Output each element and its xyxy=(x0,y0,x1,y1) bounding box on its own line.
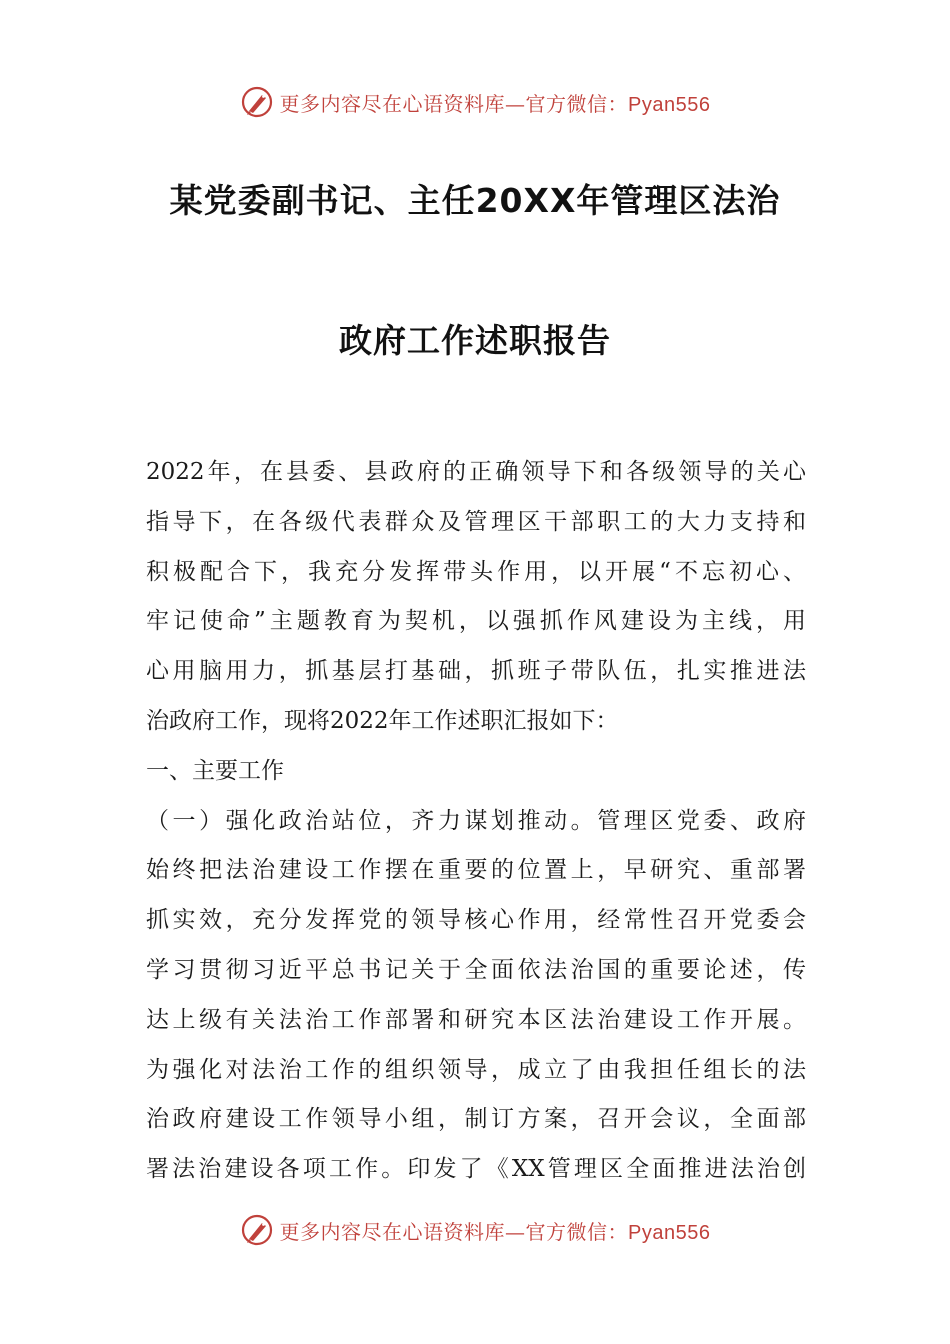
body-line: 为强化对法治工作的组织领导，成立了由我担任组长的法 xyxy=(146,1056,806,1083)
banner-wechat-id: Pyan556 xyxy=(628,93,711,116)
footer-banner xyxy=(0,1210,950,1250)
document-body xyxy=(146,448,806,1195)
body-line: 署法治建设各项工作。印发了《XX管理区全面推进法治创 xyxy=(146,1156,806,1183)
banner-text-cn: 更多内容尽在心语资料库—官方微信： xyxy=(279,1219,629,1244)
banner-text xyxy=(280,1216,711,1245)
body-line: 积极配合下，我充分发挥带头作用，以开展“不忘初心、 xyxy=(146,558,806,585)
body-line: 学习贯彻习近平总书记关于全面依法治国的重要论述，传 xyxy=(146,956,806,983)
pen-nib-circle-icon xyxy=(240,1213,274,1247)
body-line: 始终把法治建设工作摆在重要的位置上，早研究、重部署 xyxy=(146,857,806,884)
body-line: （一）强化政治站位，齐力谋划推动。管理区党委、政府 xyxy=(146,807,806,834)
body-line: 指导下，在各级代表群众及管理区干部职工的大力支持和 xyxy=(146,508,806,535)
document-title-line-1: 某党委副书记、主任20XX年管理区法治 xyxy=(169,181,781,220)
pen-nib-circle-icon xyxy=(240,85,274,119)
section-heading: 一、主要工作 xyxy=(146,757,284,784)
body-line: 抓实效，充分发挥党的领导核心作用，经常性召开党委会 xyxy=(146,907,806,934)
body-line: 治政府工作，现将2022年工作述职汇报如下： xyxy=(146,707,619,734)
banner-text-cn: 更多内容尽在心语资料库—官方微信： xyxy=(279,91,629,116)
body-line: 达上级有关法治工作部署和研究本区法治建设工作开展。 xyxy=(146,1006,806,1033)
banner-wechat-id: Pyan556 xyxy=(628,1221,711,1244)
document-title-line-2: 政府工作述职报告 xyxy=(339,321,611,360)
body-line: 心用脑用力，抓基层打基础，抓班子带队伍，扎实推进法 xyxy=(146,658,806,685)
body-line: 治政府建设工作领导小组，制订方案，召开会议，全面部 xyxy=(146,1106,806,1133)
header-banner xyxy=(0,82,950,122)
banner-text xyxy=(280,88,711,117)
body-line: 牢记使命”主题教育为契机，以强抓作风建设为主线，用 xyxy=(146,608,806,635)
body-line: 2022年，在县委、县政府的正确领导下和各级领导的关心 xyxy=(146,459,806,485)
